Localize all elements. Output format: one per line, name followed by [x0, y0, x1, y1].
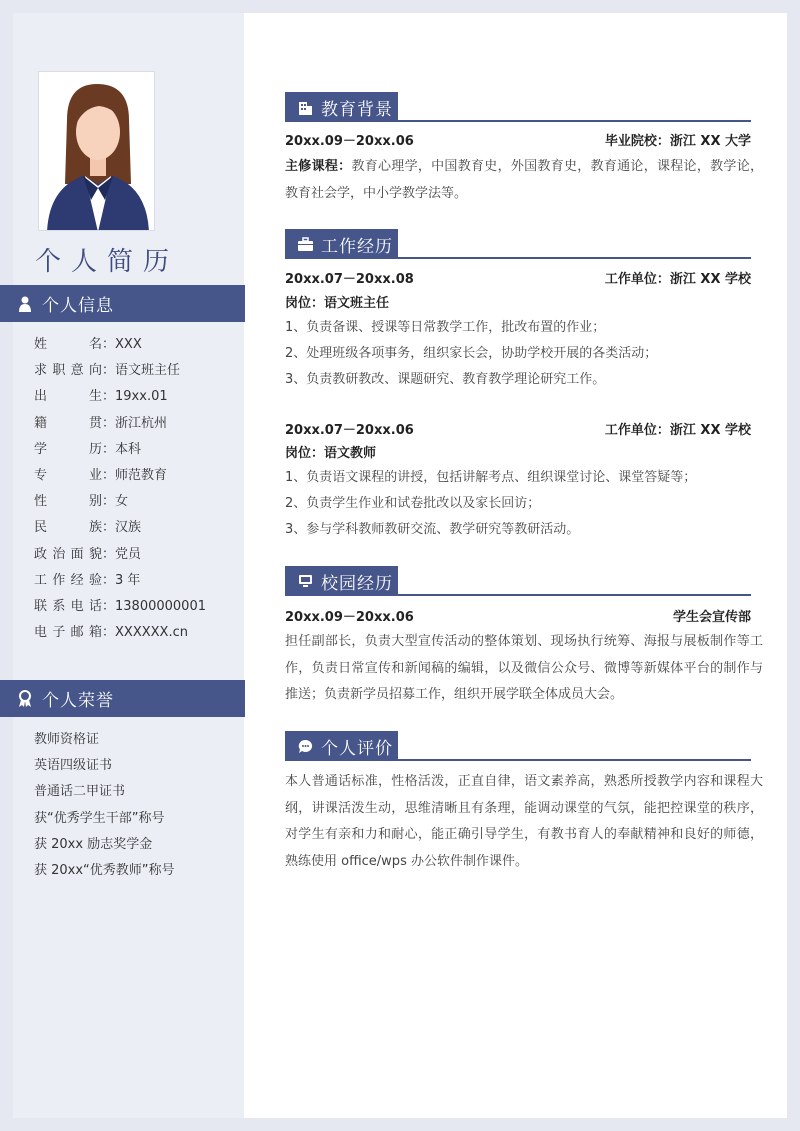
divider [285, 594, 751, 596]
evaluation-text: 本人普通话标准，性格活泼，正直自律，语文素养高，熟悉所授教学内容和课程大纲，讲课活泼生动，思维清晰且有条理，能调动课堂的气氛，能把控课堂的秩序，对学生有亲和力和耐心，能正确引导学生，有教书育人的奉献精神和良好的师德，熟练使用 office/wps 办公软件制作课件。 [285, 774, 763, 869]
list-item: 2、负责学生作业和试卷批改以及家长回访； [285, 496, 541, 511]
work-heading: 工作经历 [321, 236, 393, 257]
job-unit: 工作单位：浙江 XX 学校 [604, 272, 751, 287]
personal-info-header [0, 285, 245, 322]
briefcase-icon [297, 236, 313, 252]
info-row-education: 学历：本科 [34, 441, 142, 457]
campus-description: 担任副部长，负责大型宣传活动的整体策划、现场执行统筹、海报与展板制作等工作，负责日常宣传和新闻稿的编辑，以及微信公众号、微博等新媒体平台的制作与推送；负责新学员招募工作，组织开展学联全体成员大会。 [285, 634, 763, 702]
info-row-name: 姓名：XXX [34, 337, 142, 352]
honors-list [34, 727, 234, 884]
campus-row [285, 608, 751, 628]
info-row-gender: 性别：女 [34, 494, 129, 510]
person-icon [16, 295, 34, 313]
job-unit: 工作单位：浙江 XX 学校 [604, 423, 751, 438]
info-row-objective: 求职意向：语文班主任 [34, 363, 181, 379]
campus-heading: 校园经历 [321, 573, 393, 594]
personal-info-list [34, 332, 234, 646]
honors-heading: 个人荣誉 [42, 691, 114, 711]
job-position: 岗位：语文班主任 [285, 296, 390, 311]
education-row [285, 132, 751, 152]
resume-title: 个人简历 [35, 247, 180, 277]
list-item: 英语四级证书 [34, 758, 113, 774]
campus-header [285, 566, 751, 596]
job-period: 20xx.07－20xx.08 [285, 272, 414, 287]
divider [285, 120, 751, 122]
info-row-hometown: 籍贯：浙江杭州 [34, 415, 168, 431]
job-row-2 [285, 421, 751, 441]
campus-org: 学生会宣传部 [672, 610, 751, 625]
profile-photo [38, 71, 155, 231]
list-item: 普通话二甲证书 [34, 784, 126, 800]
sidebar [13, 13, 244, 1118]
evaluation-header [285, 731, 751, 761]
list-item: 3、参与学科教师教研交流、教学研究等教研活动。 [285, 522, 580, 537]
education-school: 毕业院校：浙江 XX 大学 [604, 134, 751, 149]
education-header [285, 92, 751, 122]
divider [285, 257, 751, 259]
personal-info-heading: 个人信息 [42, 296, 114, 316]
divider [285, 759, 751, 761]
honors-header [0, 680, 245, 717]
list-item: 教师资格证 [34, 732, 100, 747]
list-item: 2、处理班级各项事务，组织家长会，协助学校开展的各类活动； [285, 346, 658, 361]
avatar-illustration [39, 72, 155, 231]
education-courses: 主修课程：教育心理学，中国教育史，外国教育史，教育通论，课程论，教学论，教育社会学，中小学教学法等。 [285, 159, 763, 201]
list-item: 获 20xx“优秀教师”称号 [34, 862, 175, 878]
resume-page [13, 13, 787, 1118]
monitor-icon [297, 573, 313, 589]
list-item: 获“优秀学生干部”称号 [34, 810, 165, 826]
job-period: 20xx.07－20xx.06 [285, 423, 414, 438]
building-icon [297, 99, 313, 115]
job-position: 岗位：语文教师 [285, 446, 377, 461]
work-header [285, 229, 751, 259]
list-item: 1、负责备课、授课等日常教学工作，批改布置的作业； [285, 320, 606, 335]
list-item: 获 20xx 励志奖学金 [34, 836, 153, 852]
award-ribbon-icon [16, 690, 34, 708]
campus-period: 20xx.09－20xx.06 [285, 610, 414, 625]
education-period: 20xx.09－20xx.06 [285, 134, 414, 149]
info-row-politics: 政治面貌：党员 [34, 546, 142, 562]
info-row-email: 电子邮箱：XXXXXX.cn [34, 625, 188, 641]
info-row-ethnicity: 民族：汉族 [34, 520, 142, 536]
info-row-major: 专业：师范教育 [34, 467, 168, 483]
chat-bubble-icon [297, 738, 313, 754]
job-row-1 [285, 270, 751, 290]
education-heading: 教育背景 [321, 99, 393, 120]
evaluation-heading: 个人评价 [321, 738, 393, 759]
list-item: 3、负责教研教改、课题研究、教育教学理论研究工作。 [285, 372, 606, 387]
info-row-phone: 联系电话：13800000001 [34, 598, 206, 614]
info-row-birth: 出生：19xx.01 [34, 389, 168, 405]
info-row-experience: 工作经验：3 年 [34, 572, 141, 588]
list-item: 1、负责语文课程的讲授，包括讲解考点、组织课堂讨论、课堂答疑等； [285, 470, 697, 485]
